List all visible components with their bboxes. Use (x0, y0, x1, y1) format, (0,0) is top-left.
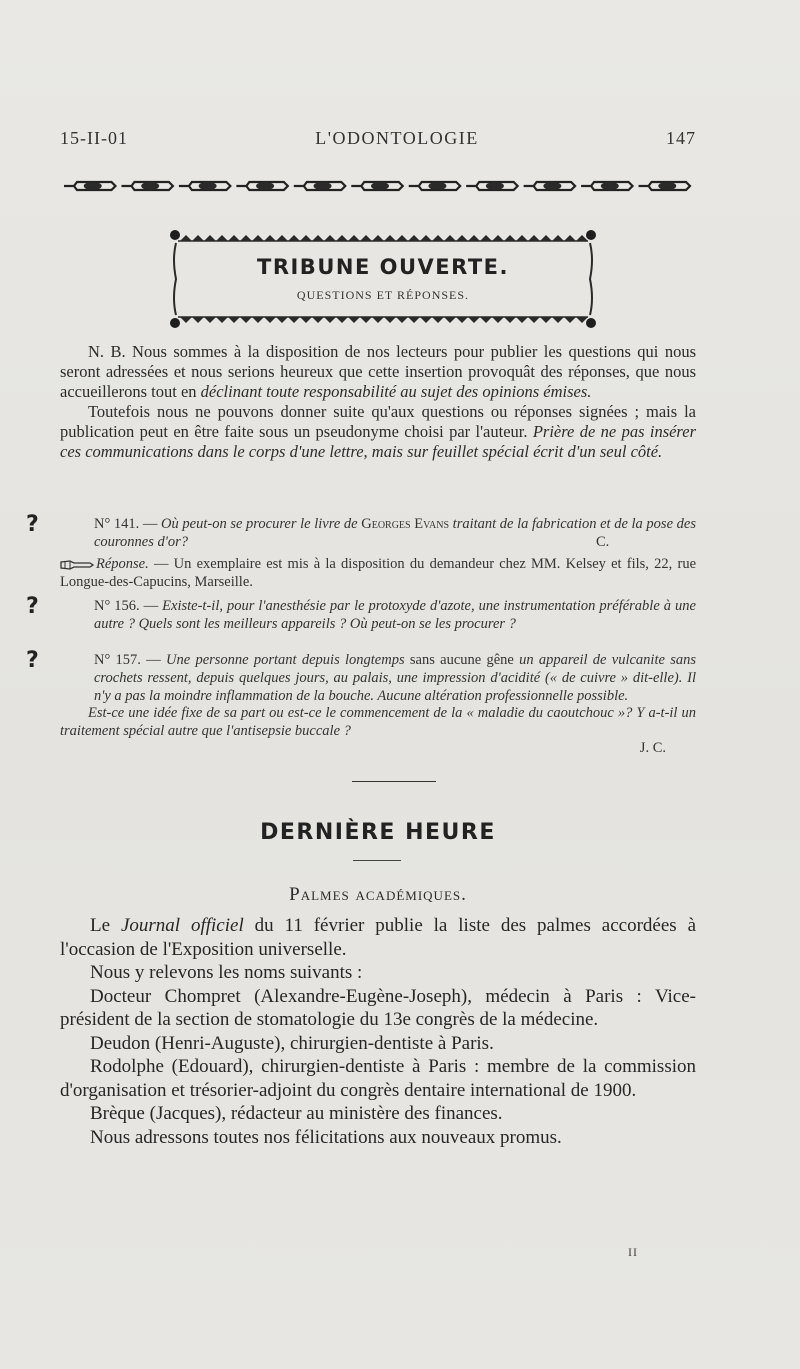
question-mark-icon: ? (26, 594, 39, 619)
body-paragraph: Brèque (Jacques), rédacteur au ministère des finances. (90, 1103, 503, 1124)
frame-bead (276, 317, 288, 323)
frame-side (590, 243, 592, 315)
frame-bead (228, 317, 240, 323)
ornament-band (62, 178, 694, 194)
frame-bead (552, 235, 564, 241)
question-text: un appareil de vulcanite sans crochets ressent, depuis quelques jours, au palais, une impression d'acidité (« de cuivre » dit-elle). Il n'y a pas la moindre inflammation de la bouche. Aucune altération professionnelle possible. (94, 652, 696, 704)
frame-bead (480, 235, 492, 241)
frame-bead (312, 235, 324, 241)
note-italic: Prière de ne pas insérer ces communications dans le corps d'une lettre (60, 422, 696, 461)
frame-bead (336, 235, 348, 241)
frame-bead (204, 317, 216, 323)
note-paragraph (60, 342, 696, 402)
frame-bead (192, 317, 204, 323)
ornament-band-graphic (62, 178, 694, 194)
note-italic: déclinant toute responsabilité au sujet des opinions émises. (200, 382, 592, 401)
body-paragraph: Deudon (Henri-Auguste), chirurgien-dentiste à Paris. (90, 1032, 494, 1054)
ornament-motif (236, 182, 287, 190)
frame-bead (552, 317, 564, 323)
frame-bead (396, 317, 408, 323)
frame-corner (586, 230, 596, 240)
frame-bead (432, 317, 444, 323)
issue-date: 15-II-01 (60, 128, 128, 148)
question-141 (26, 512, 696, 552)
frame-bead (528, 235, 540, 241)
frame-bead (204, 235, 216, 241)
question-text: Existe-t-il, pour l'anesthésie par le protoxyde d'azote, une instrumentation préférable à une autre ? Quels sont les meilleurs appareils ? Où peut-on se les procurer ? (94, 598, 696, 632)
body-paragraph: Nous adressons toutes nos félicitations aux nouveaux promus. (90, 1126, 562, 1148)
frame-bead (240, 235, 252, 241)
body-paragraph: Docteur Chompret (Alexandre-Eugène-Joseph), médecin à Paris : Vice-président de la section de stomatologie du 13e congrès de la médecine. (60, 985, 696, 1030)
frame-bead (252, 317, 264, 323)
ornament-motif (639, 182, 690, 190)
frame-corner (170, 230, 180, 240)
frame-bead (504, 235, 516, 241)
question-paragraph (26, 594, 696, 634)
body-italic: Journal officiel (120, 915, 244, 936)
ornament-motif (524, 182, 575, 190)
body-paragraph: Rodolphe (Edouard), chirurgien-dentiste à Paris : membre de la commission d'organisation et trésorier-adjoint du congrès dentaire international de 1900. (60, 1056, 696, 1101)
divider-rule (353, 860, 401, 861)
frame-corner (586, 318, 596, 328)
frame-bead (480, 317, 492, 323)
note-text: , (363, 442, 372, 461)
frame-bead (312, 317, 324, 323)
question-paragraph (26, 648, 696, 705)
journal-title: L'ODONTOLOGIE (315, 128, 479, 148)
question-text: sans aucune gêne (404, 652, 520, 668)
question-text: traitant de la fabrication et de la pose des couronnes d'or? (94, 516, 696, 550)
answer-paragraph (60, 556, 696, 591)
question-paragraph (26, 512, 696, 552)
frame-bead (228, 235, 240, 241)
frame-side (174, 243, 176, 315)
question-number: N° 157. — (94, 652, 166, 668)
frame-bead (288, 317, 300, 323)
frame-bead (276, 235, 288, 241)
question-156 (26, 594, 696, 634)
frame-bead (492, 235, 504, 241)
frame-bead (300, 317, 312, 323)
frame-bead (432, 235, 444, 241)
frame-bead (384, 317, 396, 323)
section-title: TRIBUNE OUVERTE. (257, 255, 509, 279)
frame-bead (420, 235, 432, 241)
frame-bead (468, 317, 480, 323)
frame-bead (240, 317, 252, 323)
body-text: Le (90, 915, 121, 936)
frame-bead (348, 317, 360, 323)
frame-bead (336, 317, 348, 323)
frame-bead (372, 317, 384, 323)
ornament-motif (351, 182, 402, 190)
frame-bead (384, 235, 396, 241)
question-text: Où peut-on se procurer le livre de (161, 516, 362, 532)
question-signature: J. C. (639, 740, 666, 756)
frame-corner (170, 318, 180, 328)
frame-bead (564, 317, 576, 323)
frame-bead (180, 317, 192, 323)
answer-text: — Un exemplaire est mis à la disposition du demandeur chez MM. Kelsey et fils, 22, rue Longue-des-Capucins, Marseille. (60, 556, 696, 590)
frame-bead (408, 317, 420, 323)
frame-bead (396, 235, 408, 241)
answer-label: Réponse. (96, 556, 149, 572)
ornament-motif (121, 182, 172, 190)
frame-bead (324, 317, 336, 323)
tribune-frame-graphic (170, 229, 596, 329)
question-paragraph: Est-ce une idée fixe de sa part ou est-ce le commencement de la « maladie du caoutchouc »? Y a-t-il un traitement spécial autre que l'antisepsie buccale ? (60, 705, 696, 739)
frame-bead (216, 235, 228, 241)
note-paragraph (60, 402, 696, 462)
news-section-heading (60, 884, 696, 906)
news-section-text: Palmes académiques. (289, 884, 467, 905)
question-157 (26, 648, 696, 758)
note-text: N. B. Nous sommes à la disposition de nos lecteurs pour publier les questions qui nous seront adressées et nous serions heureux que cette insertion provoquât des réponses, que nous accueillerons tout en (60, 342, 696, 401)
frame-bead (444, 235, 456, 241)
running-head (60, 128, 696, 149)
ornament-motif (179, 182, 230, 190)
signature-mark: II (628, 1245, 638, 1259)
ornament-motif (64, 182, 115, 190)
frame-bead (444, 317, 456, 323)
frame-bead (300, 235, 312, 241)
question-text: Une personne portant depuis longtemps (166, 652, 405, 668)
question-signature: C. (596, 534, 610, 550)
frame-bead (324, 235, 336, 241)
frame-bead (180, 235, 192, 241)
question-mark-icon: ? (26, 512, 39, 537)
ornament-motif (466, 182, 517, 190)
ornament-motif (409, 182, 460, 190)
frame-bead (264, 317, 276, 323)
news-title: DERNIÈRE HEURE (260, 820, 496, 845)
frame-bead (516, 235, 528, 241)
frame-bead (420, 317, 432, 323)
section-subtitle: QUESTIONS ET RÉPONSES. (296, 288, 470, 302)
news-body (60, 914, 696, 1149)
ornament-motif (294, 182, 345, 190)
frame-bead (264, 235, 276, 241)
frame-bead (528, 317, 540, 323)
frame-bead (372, 235, 384, 241)
frame-bead (192, 235, 204, 241)
frame-bead (252, 235, 264, 241)
note-text: Toutefois nous ne pouvons donner suite qu'aux questions ou réponses signées ; mais la publication peut en être faite sous un pseudonyme choisi par l'auteur. (60, 402, 696, 441)
tribune-frame (170, 229, 596, 329)
frame-bead (456, 235, 468, 241)
ornament-motif (581, 182, 632, 190)
editorial-note (60, 342, 696, 462)
question-number: N° 156. — (94, 598, 163, 614)
note-italic: mais sur feuillet spécial écrit d'un seul côté. (371, 442, 663, 461)
frame-bead (288, 235, 300, 241)
frame-bead (516, 317, 528, 323)
frame-bead (564, 235, 576, 241)
frame-bead (348, 235, 360, 241)
question-number: N° 141. — (94, 516, 162, 532)
frame-bead (360, 235, 372, 241)
divider-rule (352, 781, 436, 782)
frame-bead (468, 235, 480, 241)
question-mark-icon: ? (26, 648, 39, 673)
frame-bead (408, 235, 420, 241)
frame-bead (360, 317, 372, 323)
frame-bead (492, 317, 504, 323)
frame-bead (540, 317, 552, 323)
frame-bead (540, 235, 552, 241)
pointing-hand-icon (60, 559, 94, 571)
frame-bead (456, 317, 468, 323)
frame-bead (504, 317, 516, 323)
question-author: Georges Evans (361, 516, 450, 532)
answer-141 (60, 556, 696, 591)
body-text: du 11 février publie la liste des palmes accordées à l'occasion de l'Exposition universelle. (60, 915, 696, 960)
frame-bead (216, 317, 228, 323)
body-paragraph (60, 914, 696, 961)
page-number: 147 (666, 128, 696, 148)
body-paragraph: Nous y relevons les noms suivants : (90, 962, 363, 983)
